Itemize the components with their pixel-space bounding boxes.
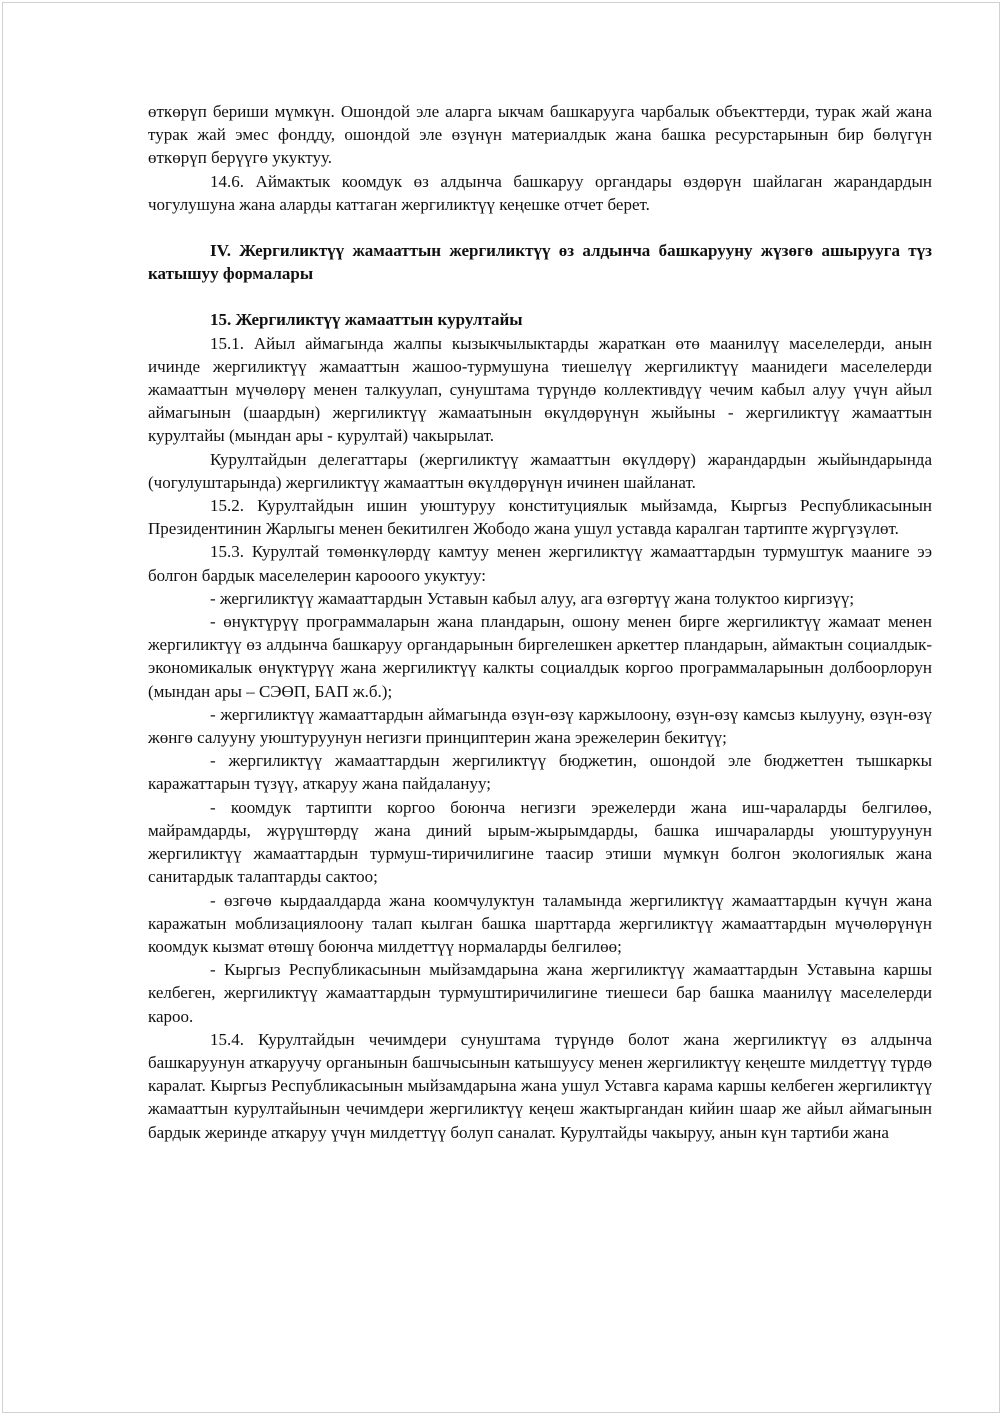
article-heading-15: 15. Жергиликтүү жамааттын курултайы	[210, 310, 523, 330]
paragraph-15-1: 15.1. Айыл аймагында жалпы кызыкчылыктарды жараткан өтө маанилүү маселелерди, анын ичинде жергиликтүү жамааттын жашоо-турмушуна тиешелүү жергиликтүү маанидеги маселелерди жамааттын мүчөлөрү менен талкуулап, сунуштама түрүндө коллективдүү чечим кабыл алуу үчүн айыл аймагынын (шаардын) жергиликтүү жамаатынын өкүлдөрүнүн жыйыны - жергиликтүү жамааттын курултайы (мындан ары - курултай) чакырылат.	[148, 333, 932, 446]
document-page	[2, 2, 1000, 1413]
list-item: - коомдук тартипти коргоо боюнча негизги эрежелерди жана иш-чараларды белгилөө, майрамдарды, жүрүштөрдү жана диний ырым-жырымдарды, башка ишчараларды уюштуруунун жергиликтүү жамааттардын турмуш-тиричилигине таасир этиши мүмкүн болгон экологиялык жана санитардык талаптарды сактоо;	[148, 797, 932, 887]
list-item: - жергиликтүү жамааттардын аймагында өзүн-өзү каржылоону, өзүн-өзү камсыз кылууну, өзүн-өзү жөнгө салууну уюштуруунун негизги принциптерин жана эрежелерин бекитүү;	[148, 704, 932, 748]
list-item: - жергиликтүү жамааттардын Уставын кабыл алуу, ага өзгөртүү жана толуктоо киргизүү;	[210, 588, 855, 608]
paragraph-15-4: 15.4. Курултайдын чечимдери сунуштама түрүндө болот жана жергиликтүү өз алдынча башкаруунун аткаруучу органынын башчысынын катышуусу менен жергиликтүү кеңеште милдеттүү түрдө каралат. Кыргыз Республикасынын мыйзамдарына жана ушул Уставга карама каршы келбеген жергиликтүү жамааттын курултайынын чечимдери жергиликтүү кеңеш жактыргандан кийин шаар же айыл аймагынын бардык жеринде аткаруу үчүн милдеттүү болуп саналат. Курултайды чакыруу, анын күн тартиби жана	[148, 1029, 932, 1142]
list-item: - өзгөчө кырдаалдарда жана коомчулуктун таламында жергиликтүү жамааттардын күчүн жана каражатын моблизациялоону талап кылган башка шарттарда жергиликтүү жамааттардын мүчөлөрүнүн коомдук кызмат өтөшү боюнча милдеттүү нормаларды белгилөө;	[148, 890, 932, 956]
document-body	[148, 100, 932, 1144]
list-item: - өнүктүрүү программаларын жана пландарын, ошону менен бирге жергиликтүү жамаат менен жергиликтүү өз алдынча башкаруу органдарынын биргелешкен аркеттер пландарын, аймактын социалдык-экономикалык өнүктүрүү жана жергиликтүү калкты социалдык коргоо программаларынын долбоорлорун (мындан ары – СЭӨП, БАП ж.б.);	[148, 612, 932, 701]
list-item: - жергиликтүү жамааттардын жергиликтүү бюджетин, ошондой эле бюджеттен тышкаркы каражаттарын түзүү, аткаруу жана пайдалануу;	[148, 751, 932, 794]
paragraph-15-3: 15.3. Курултай төмөнкүлөрдү камтуу менен жергиликтүү жамааттардын турмуштук мааниге ээ болгон бардык маселелерин карооого укуктуу:	[148, 542, 932, 585]
paragraph-15-2: 15.2. Курултайдын ишин уюштуруу конституциялык мыйзамда, Кыргыз Республикасынын Президентинин Жарлыгы менен бекитилген Жободо жана ушул уставда каралган тартипте жүргүзүлөт.	[148, 496, 932, 539]
paragraph-continuation: өткөрүп бериши мүмкүн. Ошондой эле аларга ыкчам башкарууга чарбалык объекттерди, турак жай жана турак жай эмес фондду, ошондой эле өзүнүн материалдык жана башка ресурстарынын бир бөлүгүн өткөрүп берүүгө укуктуу.	[148, 102, 932, 168]
list-item: - Кыргыз Республикасынын мыйзамдарына жана жергиликтүү жамааттардын Уставына каршы келбеген, жергиликтүү жамааттардын турмуштиричилигине тиешеси бар башка маанилүү маселелерди кароо.	[148, 960, 932, 1026]
paragraph-delegates: Курултайдын делегаттары (жергиликтүү жамааттын өкүлдөрү) жарандардын жыйындарында (чогулуштарында) жергиликтүү жамааттын өкүлдөрүнүн ичинен шайланат.	[148, 449, 932, 492]
paragraph-14-6: 14.6. Аймактык коомдук өз алдынча башкаруу органдары өздөрүн шайлаган жарандардын чогулушуна жана аларды каттаган жергиликтүү кеңешке отчет берет.	[148, 171, 932, 214]
section-heading-iv: IV. Жергиликтүү жамааттын жергиликтүү өз алдынча башкарууну жүзөгө ашырууга түз катышуу формалары	[148, 241, 932, 284]
